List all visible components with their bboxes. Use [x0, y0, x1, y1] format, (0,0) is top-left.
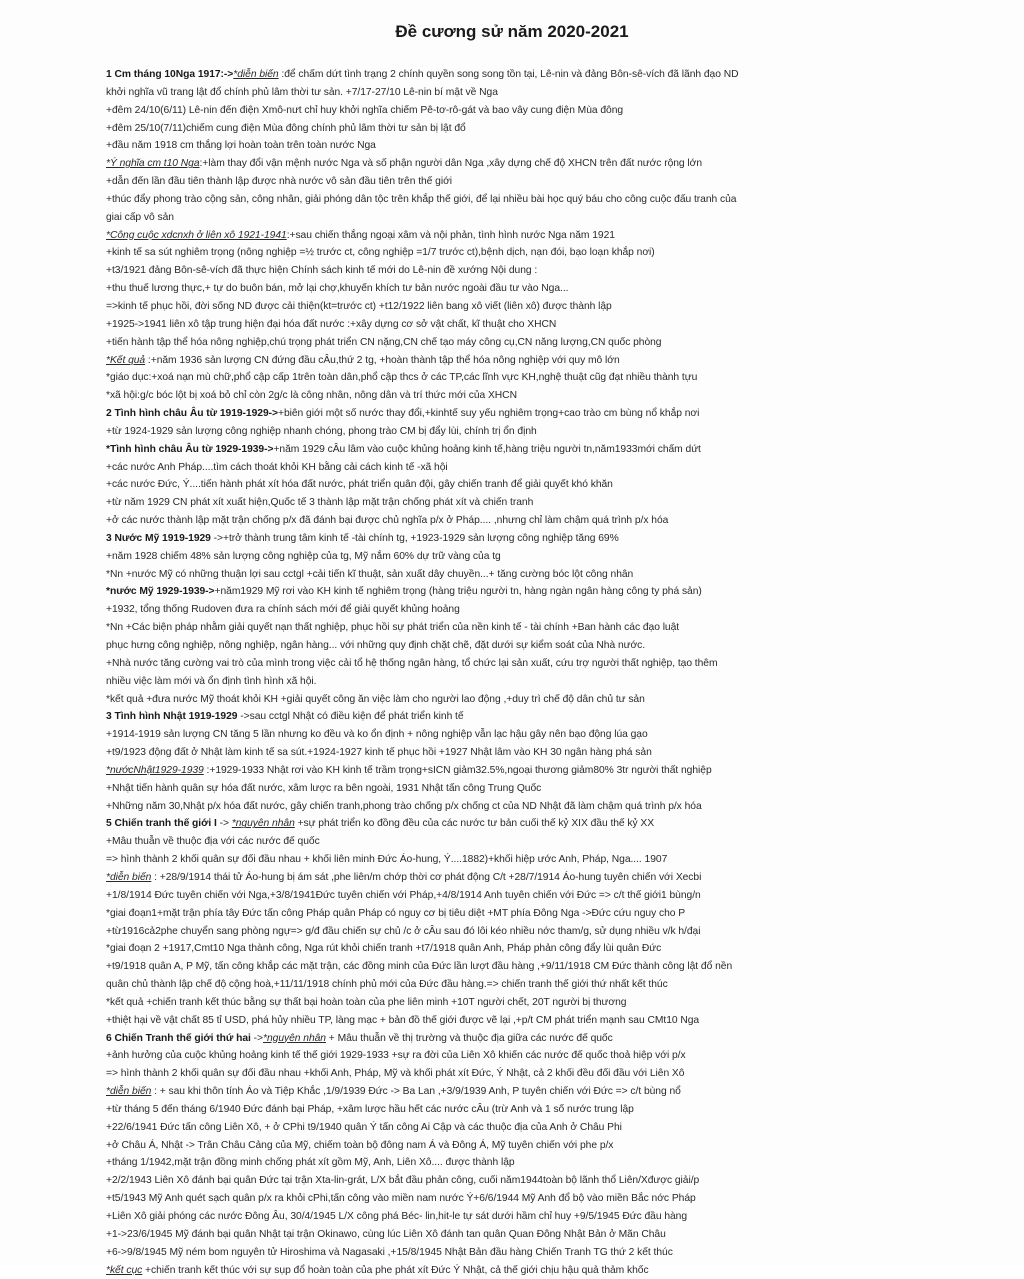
line-text: +ở Châu Á, Nhật -> Trân Châu Cảng của Mỹ, chiếm toàn bộ đông nam Á và Đông Á, Mỹ tuyên chiến với phe p/x: [106, 1139, 614, 1151]
topic-label: *kết cục: [106, 1264, 143, 1276]
text-line: [106, 655, 896, 673]
section-heading: 6 Chiến Tranh thế giới thứ hai: [106, 1032, 251, 1044]
section-heading: 3 Nước Mỹ 1919-1929: [106, 532, 211, 544]
line-text: +ảnh hưởng của cuộc khủng hoảng kinh tế thế giới 1929-1933 +sự ra đời của Liên Xô khiến các nước đế quốc thoả hiệp với p/x: [106, 1050, 686, 1062]
line-text: +ở các nước thành lập mặt trận chống p/x đã đánh bại được chủ nghĩa p/x ở Pháp.... ,nhưng chỉ làm chậm quá trình p/x hóa: [106, 515, 669, 527]
line-text: phục hưng công nghiệp, nông nghiệp, ngân hàng... với những quy định chặt chẽ, đặt dưới sự kiểm soát của Nhà nước.: [106, 640, 646, 651]
text-line: [106, 1119, 896, 1137]
text-line: [106, 940, 896, 958]
text-line: [106, 298, 896, 316]
text-line: [106, 708, 896, 726]
text-line: [106, 191, 896, 209]
line-text: +từ1916cả2phe chuyển sang phòng ngự=> g/đ đầu chiến sự chủ /c ở cÂu sau đó lôi kéo nhiều nớc tham/g, sử dụng nhiều v/k h/đại: [106, 925, 701, 937]
line-text: ->+trở thành trung tâm kinh tế -tài chính tg, +1923-1929 sản lượng công nghiệp tăng 69%: [210, 532, 619, 544]
line-text: nhiều việc làm mới và ổn định tình hình xã hội.: [106, 675, 317, 687]
text-line: [106, 1083, 896, 1101]
line-text: *giáo dục:+xoá nạn mù chữ,phổ cập cấp 1trên toàn dân,phổ cập thcs ở các TP,các lĩnh vực KH,nghệ thuật cũg đạt nhiều thành tựu: [106, 372, 698, 384]
text-line: [106, 423, 896, 441]
line-text: +thiệt hại về vật chất 85 tỉ USD, phá hủy nhiều TP, làng mạc + bản đồ thế giới được vẽ lại ,+p/t CM phát triển mạnh sau CMt10 Nga: [106, 1014, 700, 1026]
line-text: +Mâu thuẫn về thuộc địa với các nước đế quốc: [106, 836, 320, 848]
line-text: +2/2/1943 Liên Xô đánh bại quân Đức tại trận Xta-lin-grát, L/X bắt đầu phản công, cuối năm1944toàn bộ lãnh thổ Liên/Xđược giải/p: [106, 1175, 700, 1187]
topic-label: *Công cuộc xdcnxh ở liên xô 1921-1941: [106, 229, 287, 241]
section-heading: 1 Cm tháng 10Nga 1917:->: [106, 69, 234, 80]
line-text: +đêm 24/10(6/11) Lê-nin đến điện Xmô-nưt chỉ huy khởi nghĩa chiếm Pê-tơ-rô-gát và bao vây cung điện Mùa đông: [106, 104, 624, 116]
text-line: [106, 1190, 896, 1208]
line-text: +t5/1943 Mỹ Anh quét sạch quân p/x ra khỏi cPhi,tấn công vào miền nam nước Ý+6/6/1944 Mỹ Anh đổ bộ vào miền Bắc nớc Pháp: [106, 1193, 696, 1205]
text-line: [106, 869, 896, 887]
line-text: +năm 1928 chiếm 48% sản lượng công nghiệp của tg, Mỹ nắm 60% dự trữ vàng của tg: [106, 550, 501, 562]
line-text: *kết quả +đưa nước Mỹ thoát khỏi KH +giải quyết công ăn việc làm cho người lao động ,+duy trì chế độ dân chủ tư sản: [106, 693, 645, 705]
line-text: ->: [216, 818, 232, 830]
section-heading: 2 Tình hình châu Âu từ 1919-1929->: [106, 408, 278, 420]
line-text: +tiến hành tập thể hóa nông nghiệp,chú trọng phát triển CN nặng,CN chế tạo máy công cụ,CN năng lượng,CN quốc phòng: [106, 336, 662, 348]
line-text: +1925->1941 liên xô tập trung hiện đại hóa đất nước :+xây dựng cơ sở vật chất, kĩ thuật cho XHCN: [106, 318, 557, 330]
line-text: :+năm 1936 sản lượng CN đứng đầu cÂu,thứ 2 tg, +hoàn thành tập thể hóa nông nghiệp với quy mô lớn: [145, 354, 620, 366]
section-heading: *nước Mỹ 1929-1939->: [106, 586, 215, 598]
topic-label: *diễn biến: [106, 871, 152, 883]
text-line: [106, 583, 896, 601]
text-line: [106, 137, 896, 155]
topic-label: *nướcNhật1929-1939: [106, 764, 204, 776]
text-line: [106, 851, 896, 869]
line-text: *giai đoạn 2 +1917,Cmt10 Nga thành công, Nga rút khỏi chiến tranh +t7/1918 quân Anh, Pháp phản công đẩy lùi quân Đức: [106, 943, 662, 955]
line-text: : + sau khi thôn tính Áo và Tiệp Khắc ,1/9/1939 Đức -> Ba Lan ,+3/9/1939 Anh, P tuyên chiến với Đức => c/t bùng nổ: [151, 1086, 681, 1098]
text-line: [106, 155, 896, 173]
text-line: [106, 316, 896, 334]
text-line: [106, 691, 896, 709]
line-text: +đêm 25/10(7/11)chiếm cung điện Mùa đông chính phủ lâm thời tư sản bị lật đổ: [106, 122, 466, 134]
line-text: : +28/9/1914 thái tử Áo-hung bị ám sát ,phe liên/m chớp thời cơ phát động C/t +28/7/1914 Áo-hung tuyên chiến với Xecbi: [151, 871, 702, 883]
line-text: +năm1929 Mỹ rơi vào KH kinh tế nghiêm trọng (hàng triệu người tn, hàng ngàn ngân hàng công ty phá sản): [214, 586, 702, 598]
line-text: =>kinh tế phục hồi, đời sống ND được cải thiện(kt=trước ct) +t12/1922 liên bang xô viết (liên xô) được thành lập: [106, 300, 612, 312]
text-line: [106, 280, 896, 298]
text-line: [106, 976, 896, 994]
text-line: [106, 637, 896, 655]
line-text: +sự phát triển ko đồng đều của các nước tư bản cuối thế kỷ XIX đầu thế kỷ XX: [294, 818, 655, 830]
line-text: *Nn +nước Mỹ có những thuận lợi sau cctgl +cải tiến kĩ thuật, sản xuất dây chuyền...+ tăng cường bóc lột công nhân: [106, 568, 634, 580]
line-text: :+sau chiến thắng ngoại xâm và nội phản, tình hình nước Nga năm 1921: [286, 229, 615, 241]
text-line: [106, 1154, 896, 1172]
line-text: => hình thành 2 khối quân sự đối đầu nhau + khối liên minh Đức Áo-hung, Ý....1882)+khối hiệp ước Anh, Pháp, Nga.... 1907: [106, 854, 668, 866]
text-line: [106, 66, 896, 84]
line-text: => hình thành 2 khối quân sự đối đầu nhau +khối Anh, Pháp, Mỹ và khối phát xít Đức, Ý Nhật, cả 2 khối đều đối đầu với Liên Xô: [106, 1068, 685, 1080]
text-line: [106, 405, 896, 423]
line-text: +1/8/1914 Đức tuyên chiến với Nga,+3/8/1941Đức tuyên chiến với Pháp,+4/8/1914 Anh tuyên chiến với Đức => c/t thế giới1 bùng/n: [106, 889, 701, 901]
text-line: [106, 994, 896, 1012]
text-line: [106, 1172, 896, 1190]
line-text: +dẫn đến lần đầu tiên thành lập được nhà nước vô sản đầu tiên trên thế giới: [106, 176, 453, 188]
line-text: +từ tháng 5 đến tháng 6/1940 Đức đánh bại Pháp, +xâm lược hầu hết các nước cÂu (trừ Anh và 1 số nước trung lập: [106, 1103, 634, 1115]
text-line: [106, 494, 896, 512]
section-heading: *Tình hình châu Âu từ 1929-1939->: [106, 443, 274, 455]
line-text: quân chủ thành lập chế độ cộng hoà,+11/11/1918 chính phủ mới của Đức đầu hàng.=> chiến tranh thế giới thứ nhất kết thúc: [106, 979, 668, 991]
line-text: khởi nghĩa vũ trang lật đổ chính phủ lâm thời tư sản. +7/17-27/10 Lê-nin bí mật về Nga: [106, 86, 498, 98]
line-text: +kinh tế sa sút nghiêm trọng (nông nghiệp =½ trước ct, công nghiệp =1/7 trước ct),bệnh dịch, nạn đói, bạo loạn khắp nơi): [106, 247, 655, 259]
text-line: [106, 1208, 896, 1226]
line-text: ->: [250, 1032, 264, 1044]
line-text: :+1929-1933 Nhật rơi vào KH kinh tế trầm trọng+sICN giảm32.5%,ngoại thương giảm80% 3tr người thất nghiệp: [203, 764, 712, 776]
text-line: [106, 798, 896, 816]
line-text: +Nhật tiến hành quân sự hóa đất nước, xâm lược ra bên ngoài, 1931 Nhật tấn công Trung Quốc: [106, 782, 542, 794]
line-text: +từ 1924-1929 sản lượng công nghiệp nhanh chóng, phong trào CM bị đẩy lùi, chính trị ổn định: [106, 425, 537, 437]
topic-label: *nguyên nhân: [231, 818, 295, 830]
line-text: +đầu năm 1918 cm thắng lợi hoàn toàn trên toàn nước Nga: [106, 140, 376, 152]
section-heading: 3 Tình hình Nhật 1919-1929: [106, 711, 238, 723]
line-text: :để chấm dứt tình trạng 2 chính quyền song song tồn tại, Lê-nin và đảng Bôn-sê-vích đã lãnh đạo ND: [278, 69, 739, 80]
text-line: [106, 244, 896, 262]
line-text: +Liên Xô giải phóng các nước Đông Âu, 30/4/1945 L/X công phá Béc- lin,hit-le tự sát dưới hầm chỉ huy +9/5/1945 Đức đầu hàng: [106, 1211, 688, 1222]
topic-label: *Ý nghĩa cm t10 Nga: [106, 158, 200, 170]
topic-label: *nguyên nhân: [263, 1032, 326, 1044]
text-line: [106, 958, 896, 976]
text-line: [106, 1101, 896, 1119]
line-text: +biên giới một số nước thay đổi,+kinhtế suy yếu nghiêm trọng+cao trào cm bùng nổ khắp nơi: [277, 408, 700, 420]
line-text: +Nhà nước tăng cường vai trò của mình trong việc cải tổ hệ thống ngân hàng, tổ chức lại sản xuất, cứu trợ người thất nghiệp, tạo thêm: [106, 657, 718, 669]
text-line: [106, 601, 896, 619]
text-line: [106, 227, 896, 245]
text-line: [106, 1137, 896, 1155]
text-line: [106, 833, 896, 851]
line-text: ->sau cctgl Nhật có điều kiện để phát triển kinh tế: [237, 711, 464, 723]
text-line: [106, 566, 896, 584]
line-text: +các nước Anh Pháp....tìm cách thoát khỏi KH bằng cải cách kinh tế -xã hội: [106, 461, 448, 473]
line-text: *xã hội:g/c bóc lột bị xoá bỏ chỉ còn 2g/c là công nhân, nông dân và trí thức mới của XHCN: [106, 390, 517, 402]
page-title: Đề cương sử năm 2020-2021: [395, 22, 629, 41]
line-text: +6->9/8/1945 Mỹ ném bom nguyên tử Hiroshima và Nagasaki ,+15/8/1945 Nhật Bản đầu hàng Chiến Tranh TG thứ 2 kết thúc: [106, 1246, 673, 1258]
text-line: [106, 762, 896, 780]
line-text: +tháng 1/1942,mặt trận đồng minh chống phát xít gồm Mỹ, Anh, Liên Xô.... được thành lập: [106, 1157, 515, 1169]
text-line: [106, 887, 896, 905]
text-line: [106, 1065, 896, 1083]
text-line: [106, 923, 896, 941]
text-line: [106, 780, 896, 798]
text-line: [106, 726, 896, 744]
text-line: [106, 262, 896, 280]
line-text: +t9/1918 quân A, P Mỹ, tấn công khắp các mặt trận, các đồng minh của Đức lần lượt đầu hàng ,+9/11/1918 CM Đức thành công lật đổ nền: [106, 961, 733, 973]
line-text: +từ năm 1929 CN phát xít xuất hiện,Quốc tế 3 thành lập mặt trận chống phát xít và chiến tranh: [106, 497, 534, 509]
text-line: [106, 548, 896, 566]
line-text: +chiến tranh kết thúc với sự sụp đổ hoàn toàn của phe phát xít Đức Ý Nhật, cả thế giới chịu hậu quả thảm khốc: [142, 1264, 649, 1276]
topic-label: *diễn biến: [106, 1086, 152, 1098]
line-text: +các nước Đức, Ý....tiến hành phát xít hóa đất nước, phát triển quân đội, gây chiến tranh để giải quyết khó khăn: [106, 479, 613, 491]
text-line: [106, 102, 896, 120]
text-line: [106, 512, 896, 530]
line-text: +1932, tổng thống Rudoven đưa ra chính sách mới để giải quyết khủng hoảng: [106, 604, 460, 616]
line-text: *giai đoạn1+mặt trận phía tây Đức tấn công Pháp quân Pháp có nguy cơ bị tiêu diệt +MT phía Đông Nga ->Đức cứu nguy cho P: [106, 907, 686, 919]
text-line: [106, 1262, 896, 1279]
text-line: [106, 1030, 896, 1048]
line-text: + Mâu thuẫn về thị trường và thuộc địa giữa các nước đế quốc: [325, 1032, 613, 1044]
line-text: *kết quả +chiến tranh kết thúc bằng sự thất bại hoàn toàn của phe liên minh +10T người chết, 20T người bị thương: [106, 996, 627, 1008]
text-line: [106, 744, 896, 762]
text-line: [106, 1047, 896, 1065]
text-line: [106, 459, 896, 477]
text-line: [106, 209, 896, 227]
line-text: +Những năm 30,Nhật p/x hóa đất nước, gây chiến tranh,phong trào chống p/x chống ct của ND Nhật đã làm chậm quá trình p/x hóa: [106, 800, 702, 812]
text-line: [106, 173, 896, 191]
text-line: [106, 1012, 896, 1030]
topic-label: *Kết quả: [106, 354, 146, 366]
line-text: +t3/1921 đảng Bôn-sê-vích đã thực hiện Chính sách kinh tế mới do Lê-nin đề xướng Nội dung :: [106, 265, 538, 277]
topic-label: *diễn biến: [233, 69, 279, 80]
text-line: [106, 673, 896, 691]
line-text: giai cấp vô sản: [106, 211, 174, 223]
line-text: +năm 1929 cÂu lâm vào cuộc khủng hoảng kinh tế,hàng triệu người tn,năm1933mới chấm dứt: [273, 443, 701, 455]
text-line: [106, 441, 896, 459]
line-text: *Nn +Các biện pháp nhằm giải quyết nạn thất nghiệp, phục hồi sự phát triển của nền kinh tế - tài chính +Ban hành các đạo luật: [106, 622, 680, 634]
text-line: [106, 369, 896, 387]
text-line: [106, 815, 896, 833]
text-line: [106, 905, 896, 923]
text-line: [106, 1226, 896, 1244]
text-line: [106, 1244, 896, 1262]
line-text: +thúc đẩy phong trào cộng sản, công nhân, giải phóng dân tộc trên khắp thế giới, để lại nhiều bài học quý báu cho công cuộc đấu tranh của: [106, 193, 737, 205]
line-text: :+làm thay đổi vận mệnh nước Nga và số phận người dân Nga ,xây dựng chế độ XHCN trên đất nước rộng lớn: [199, 158, 703, 170]
text-line: [106, 476, 896, 494]
document-body: [106, 66, 896, 1279]
line-text: +1914-1919 sản lượng CN tăng 5 lần nhưng ko đều và ko ổn định + nông nghiệp vẫn lạc hậu gây nên bạo động lúa gạo: [106, 729, 648, 741]
text-line: [106, 619, 896, 637]
text-line: [106, 334, 896, 352]
line-text: +t9/1923 động đất ở Nhật làm kinh tế sa sút.+1924-1927 kinh tế phục hồi +1927 Nhật lâm vào KH 30 ngân hàng phá sản: [106, 747, 652, 759]
text-line: [106, 84, 896, 102]
text-line: [106, 387, 896, 405]
line-text: +thu thuế lương thực,+ tự do buôn bán, mở lại chợ,khuyến khích tư bản nước ngoài đầu tư vào Nga...: [106, 283, 569, 295]
line-text: +1->23/6/1945 Mỹ đánh bại quân Nhật tại trận Okinawo, cùng lúc Liên Xô đánh tan quân Quan Đông Nhật Bản ở Mãn Châu: [106, 1228, 666, 1240]
text-line: [106, 352, 896, 370]
section-heading: 5 Chiến tranh thế giới I: [106, 818, 217, 830]
line-text: +22/6/1941 Đức tấn công Liên Xô, + ở CPhi t9/1940 quân Ý tấn công Ai Cập và các thuộc địa của Anh ở Châu Phi: [106, 1121, 622, 1133]
text-line: [106, 120, 896, 138]
text-line: [106, 530, 896, 548]
